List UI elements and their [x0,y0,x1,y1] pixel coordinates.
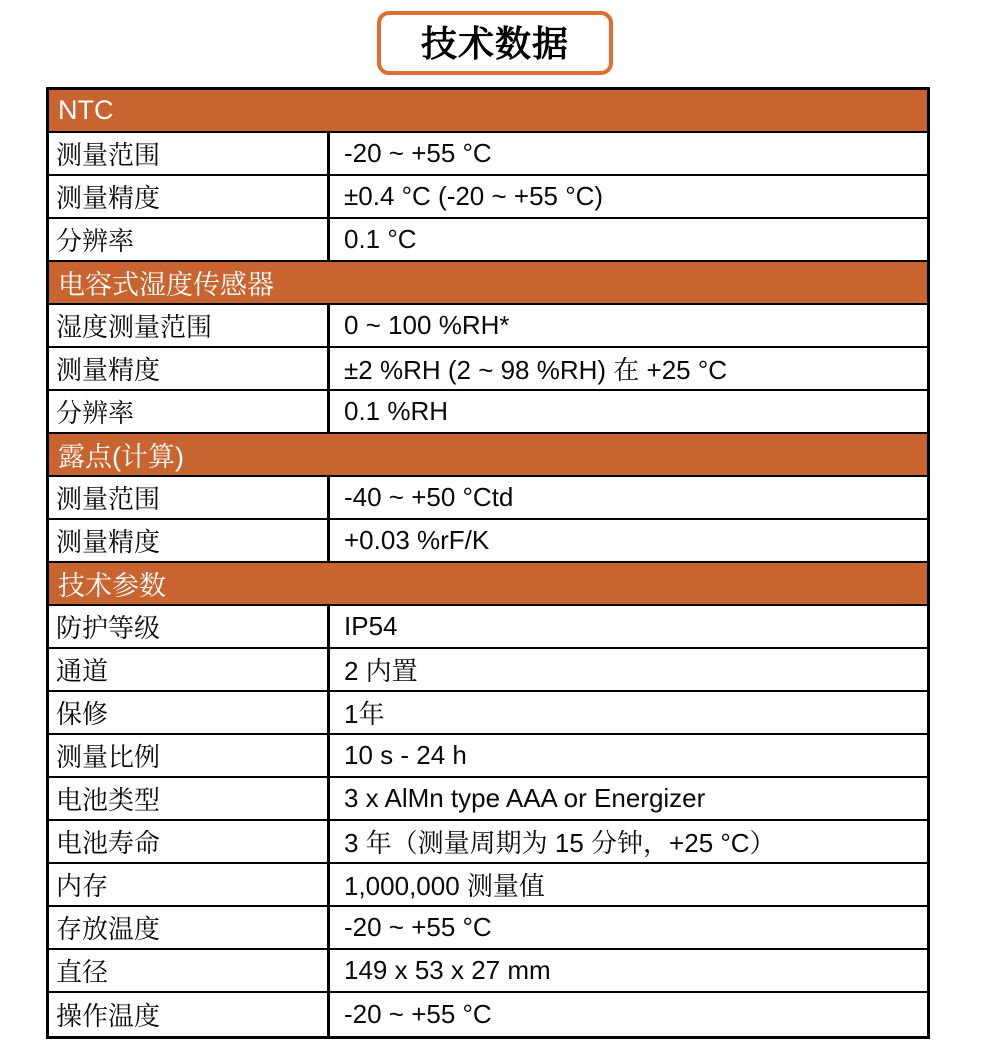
table-row [49,692,927,735]
row-value: -20 ~ +55 °C [344,912,492,942]
table-row [49,176,927,219]
table-row [49,778,927,821]
row-value: ±0.4 °C (-20 ~ +55 °C) [344,181,604,211]
table-row [49,993,927,1036]
row-label: 分辨率 [49,391,330,432]
section-header-row [49,434,927,477]
table-row [49,864,927,907]
row-value: 0.1 °C [344,224,417,254]
table-row [49,348,927,391]
table-row [49,520,927,563]
row-label: 保修 [49,692,330,733]
table-row [49,305,927,348]
row-value: 1年 [344,699,385,729]
table-row [49,133,927,176]
table-row [49,907,927,950]
section-header-row [49,90,927,133]
table-row [49,219,927,262]
table-row [49,950,927,993]
table-row [49,606,927,649]
row-value: 0.1 %RH [344,396,449,426]
row-value: ±2 %RH (2 ~ 98 %RH) 在 +25 °C [344,355,728,385]
section-header-label: NTC [58,95,114,125]
row-label: 防护等级 [49,606,330,647]
row-label: 内存 [49,864,330,905]
table-row [49,477,927,520]
row-value: -20 ~ +55 °C [344,138,492,168]
section-header-row [49,262,927,305]
section-header-label: 电容式湿度传感器 [58,270,274,300]
row-label: 测量比例 [49,735,330,776]
row-value: 0 ~ 100 %RH* [344,310,510,340]
row-label: 存放温度 [49,907,330,948]
row-label: 测量精度 [49,348,330,389]
row-value: 2 内置 [344,656,418,686]
table-row [49,821,927,864]
row-label: 电池类型 [49,778,330,819]
row-label: 测量精度 [49,520,330,561]
section-header-label: 技术参数 [58,571,166,601]
row-label: 直径 [49,950,330,991]
page-title: 技术数据 [420,23,570,64]
row-label: 通道 [49,649,330,690]
row-value: 1,000,000 测量值 [344,871,545,901]
section-header-label: 露点(计算) [58,442,184,472]
row-value: 149 x 53 x 27 mm [344,955,551,985]
page-title-box [377,11,613,75]
row-label: 分辨率 [49,219,330,260]
row-value: 3 x AlMn type AAA or Energizer [344,783,706,813]
row-label: 测量范围 [49,477,330,518]
row-value: -40 ~ +50 °Ctd [344,482,514,512]
row-value: -20 ~ +55 °C [344,999,492,1029]
row-value: IP54 [344,611,398,641]
row-value: 3 年（测量周期为 15 分钟，+25 °C） [344,828,776,858]
table-row [49,735,927,778]
row-label: 测量范围 [49,133,330,174]
row-value: +0.03 %rF/K [344,525,490,555]
row-label: 电池寿命 [49,821,330,862]
row-value: 10 s - 24 h [344,740,467,770]
table-row [49,649,927,692]
row-label: 操作温度 [49,993,330,1036]
table-row [49,391,927,434]
row-label: 测量精度 [49,176,330,217]
spec-table [46,87,930,1039]
row-label: 湿度测量范围 [49,305,330,346]
section-header-row [49,563,927,606]
